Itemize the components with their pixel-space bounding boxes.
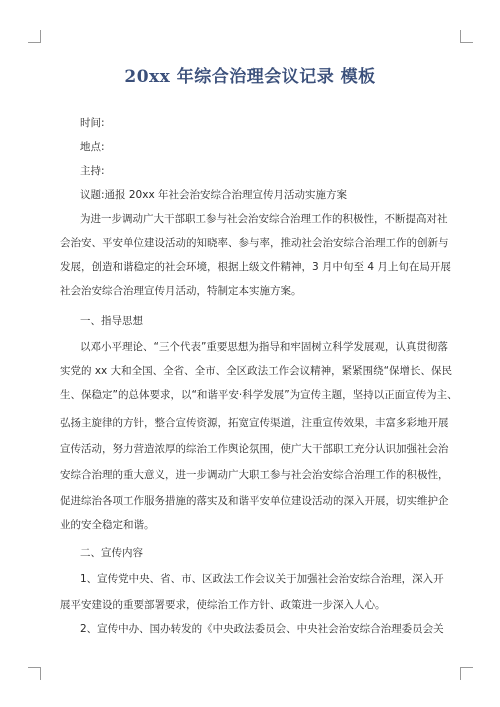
meeting-topic: 议题:通报 20xx 年社会治安综合治理宣传月活动实施方案 — [80, 189, 348, 201]
field-place: 地点: — [80, 141, 105, 153]
section1-line: 安综合治理的重大意义，进一步调动广大职工参与社会治安综合治理工作的积极性， — [60, 469, 449, 481]
field-host: 主持: — [80, 165, 105, 177]
section1-line: 弘扬主旋律的方针，整合宣传资源，拓宽宣传渠道，注重宣传效果，丰富多彩地开展 — [60, 417, 449, 429]
section-heading-publicity-content: 二、宣传内容 — [80, 547, 143, 559]
intro-line: 为进一步调动广大干部职工参与社会治安综合治理工作的积极性，不断提高对社 — [80, 213, 448, 225]
document-title: 20xx 年综合治理会议记录 模板 — [124, 67, 376, 87]
field-time: 时间: — [80, 117, 105, 129]
section1-line: 促进综治各项工作服务措施的落实及和谐平安单位建设活动的深入开展，切实维护企 — [60, 495, 449, 507]
intro-line: 发展，创造和谐稳定的社会环境，根据上级文件精神，3 月中旬至 4 月上旬在局开展 — [60, 261, 451, 273]
section1-line: 实党的 xx 大和全国、全省、全市、全区政法工作会议精神，紧紧围绕“保增长、保民 — [60, 365, 453, 377]
item1-line: 1、宣传党中央、省、市、区政法工作会议关于加强社会治安综合治理，深入开 — [80, 573, 444, 585]
item1-line: 展平安建设的重要部署要求，使综治工作方针、政策进一步深入人心。 — [60, 599, 386, 611]
intro-line: 会治安、平安单位建设活动的知晓率、参与率，推动社会治安综合治理工作的创新与 — [60, 237, 449, 249]
intro-line: 社会治安综合治理宣传月活动，特制定本实施方案。 — [60, 285, 302, 297]
crop-mark-bottom-left — [28, 667, 41, 680]
crop-mark-top-left — [28, 30, 41, 43]
crop-mark-bottom-right — [460, 667, 473, 680]
section1-line: 业的安全稳定和谐。 — [60, 519, 155, 531]
section1-line: 宣传活动，努力营造浓厚的综治工作舆论氛围，使广大干部职工充分认识加强社会治 — [60, 443, 449, 455]
crop-mark-top-right — [460, 30, 473, 43]
section1-line: 生、保稳定”的总体要求，以“和谐平安·科学发展”为宣传主题，坚持以正面宣传为主、 — [60, 389, 458, 401]
section-heading-guiding-ideology: 一、指导思想 — [80, 315, 143, 327]
item2-line: 2、宣传中办、国办转发的《中央政法委员会、中央社会治安综合治理委员会关 — [80, 623, 444, 635]
section1-line: 以邓小平理论、“三个代表”重要思想为指导和牢固树立科学发展观，认真贯彻落 — [80, 341, 448, 353]
